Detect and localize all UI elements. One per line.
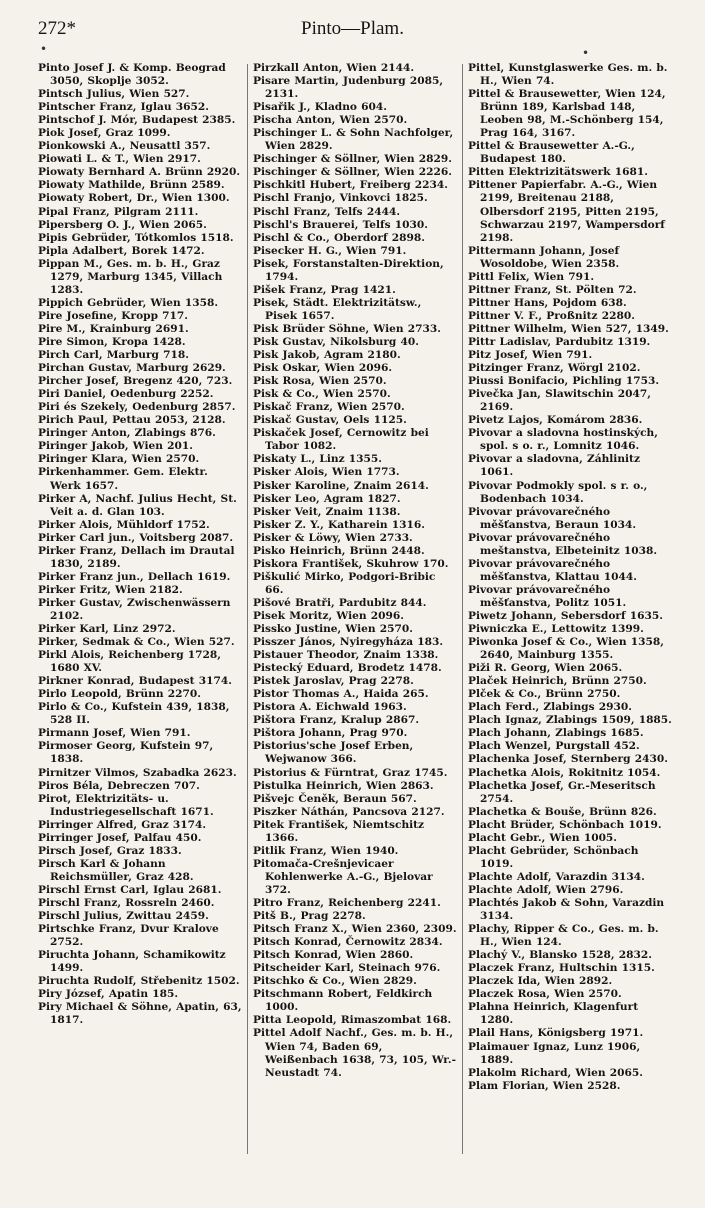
directory-entry: Pišvejc Čeněk, Beraun 567. <box>253 792 417 805</box>
directory-entry: Pipla Adalbert, Borek 1472. <box>38 244 205 257</box>
directory-entry: Pivovar a sladovna hostinských, spol. s o. r., Lomnitz 1046. <box>468 427 658 453</box>
directory-entry: Placht Gebrüder, Schönbach 1019. <box>468 844 639 870</box>
directory-entry: Pitschmann Robert, Feldkirch 1000. <box>253 988 433 1014</box>
directory-entry: Pistek Jaroslav, Prag 2278. <box>253 675 414 688</box>
directory-entry: Plaimauer Ignaz, Lunz 1906, 1889. <box>468 1040 641 1066</box>
directory-entry: Pittel, Kunstglaswerke Ges. m. b. H., Wien 74. <box>468 62 668 88</box>
directory-entry: Piok Josef, Graz 1099. <box>38 127 171 140</box>
directory-entry: Piowaty Bernhard A. Brünn 2920. <box>38 166 241 179</box>
directory-entry: Plach Wenzel, Purgstall 452. <box>468 740 640 753</box>
directory-entry: Pivovar právovarečného měšťanstva, Klattau 1044. <box>468 557 637 583</box>
directory-entry: Piskač Gustav, Oels 1125. <box>253 414 407 427</box>
directory-entry: Pinto Josef J. & Komp. Beograd 3050, Skoplje 3052. <box>38 62 226 88</box>
directory-entry: Pivetz Lajos, Komárom 2836. <box>468 414 643 427</box>
directory-entry: Pištora Johann, Prag 970. <box>253 727 408 740</box>
directory-entry: Pisko Heinrich, Brünn 2448. <box>253 544 425 557</box>
directory-entry: Pitschko & Co., Wien 2829. <box>253 975 417 988</box>
directory-entry: Pirsch Karl & Johann Reichsmüller, Graz 428. <box>38 857 194 883</box>
directory-entry: Plachetka Josef, Gr.-Meseritsch 2754. <box>468 779 656 805</box>
directory-entry: Pistorius & Fürntrat, Graz 1745. <box>253 766 448 779</box>
directory-entry: Pirker Gustav, Zwischenwässern 2102. <box>38 596 231 622</box>
directory-entry: Plachetka & Bouše, Brünn 826. <box>468 805 657 818</box>
directory-entry: Pirschl Ernst Carl, Iglau 2681. <box>38 883 222 896</box>
directory-entry: Pisszer János, Nyiregyháza 183. <box>253 636 444 649</box>
directory-entry: Piowaty Robert, Dr., Wien 1300. <box>38 192 230 205</box>
directory-entry: Plaček Heinrich, Brünn 2750. <box>468 675 647 688</box>
directory-entry: Plam Florian, Wien 2528. <box>468 1079 621 1092</box>
directory-entry: Plachtés Jakob & Sohn, Varazdin 3134. <box>468 897 665 923</box>
directory-entry: Pisare Martin, Judenburg 2085, 2131. <box>253 75 444 101</box>
directory-entry: Piwniczka E., Lettowitz 1399. <box>468 623 644 636</box>
directory-entry: Pirschl Julius, Zwittau 2459. <box>38 910 209 923</box>
directory-entry: Plach Johann, Zlabings 1685. <box>468 727 644 740</box>
directory-entry: Pittr Ladislav, Pardubitz 1319. <box>468 335 651 348</box>
directory-entry: Pirzkall Anton, Wien 2144. <box>253 62 415 74</box>
directory-entry: Pisker Leo, Agram 1827. <box>253 492 401 505</box>
directory-entry: Pischa Anton, Wien 2570. <box>253 114 408 127</box>
directory-entry: Placzek Ida, Wien 2892. <box>468 975 613 988</box>
directory-entry: Pirch Carl, Marburg 718. <box>38 349 189 362</box>
directory-column-2 <box>253 62 457 1192</box>
directory-entry: Piškulić Mirko, Podgori-Bribic 66. <box>253 570 436 596</box>
directory-entry: Pisk Brüder Söhne, Wien 2733. <box>253 322 441 335</box>
directory-entry: Pipis Gebrüder, Tótkomlos 1518. <box>38 231 234 244</box>
directory-entry: Pittner Wilhelm, Wien 527, 1349. <box>468 322 669 335</box>
directory-entry: Pirtschke Franz, Dvur Kralove 2752. <box>38 923 219 949</box>
directory-entry: Piwonka Josef & Co., Wien 1358, 2640, Mainburg 1355. <box>468 636 664 662</box>
directory-entry: Pipal Franz, Pilgram 2111. <box>38 205 199 218</box>
directory-entry: Piry Michael & Söhne, Apatin, 63, 1817. <box>38 1001 242 1027</box>
directory-entry: Pištora Franz, Kralup 2867. <box>253 714 420 727</box>
directory-entry: Piri Daniel, Oedenburg 2252. <box>38 388 214 401</box>
directory-entry: Pistulka Heinrich, Wien 2863. <box>253 779 434 792</box>
directory-entry: Piruchta Rudolf, Střebenitz 1502. <box>38 975 240 988</box>
directory-entry: Pire M., Krainburg 2691. <box>38 322 189 335</box>
directory-entry: Pittel & Brausewetter, Wien 124, Brünn 189, Karlsbad 148, Leoben 98, M.-Schönberg 154, Prag 164, 3167. <box>468 88 666 140</box>
directory-entry: Plachenka Josef, Sternberg 2430. <box>468 753 668 766</box>
directory-entry: Pintscher Franz, Iglau 3652. <box>38 101 209 114</box>
directory-entry: Pirsch Josef, Graz 1833. <box>38 844 182 857</box>
directory-column-3 <box>468 62 674 1192</box>
running-head: Pinto—Plam. <box>301 18 404 39</box>
directory-entry: Pirker A, Nachf. Julius Hecht, St. Veit a. d. Glan 103. <box>38 492 237 518</box>
column-divider <box>462 64 463 1154</box>
directory-entry: Piowaty Mathilde, Brünn 2589. <box>38 179 225 192</box>
directory-entry: Pisek, Forstanstalten-Direktion, 1794. <box>253 257 444 283</box>
directory-entry: Pirich Paul, Pettau 2053, 2128. <box>38 414 226 427</box>
directory-entry: Pirker Fritz, Wien 2182. <box>38 583 183 596</box>
directory-entry: Pišek Franz, Prag 1421. <box>253 283 396 296</box>
directory-entry: Pitta Leopold, Rimaszombat 168. <box>253 1014 452 1027</box>
directory-entry: Pirschl Franz, Rossreln 2460. <box>38 897 215 909</box>
directory-entry: Piry József, Apatin 185. <box>38 988 179 1001</box>
page-number: 272* <box>38 18 76 39</box>
directory-entry: Pivovar právovarečného měšťanstva, Politz 1051. <box>468 583 627 609</box>
directory-entry: Plach Ignaz, Zlabings 1509, 1885. <box>468 714 672 727</box>
directory-entry: Pisecker H. G., Wien 791. <box>253 244 407 257</box>
directory-entry: Pivovar a sladovna, Záhlinitz 1061. <box>468 453 640 479</box>
column-divider <box>247 64 248 1154</box>
directory-entry: Pisk Gustav, Nikolsburg 40. <box>253 335 419 348</box>
directory-entry: Piros Béla, Debreczen 707. <box>38 779 200 792</box>
directory-entry: Pitro Franz, Reichenberg 2241. <box>253 897 441 909</box>
directory-entry: Plachte Adolf, Wien 2796. <box>468 883 624 896</box>
directory-entry: Pischinger & Söllner, Wien 2829. <box>253 153 452 166</box>
directory-entry: Pistor Thomas A., Haida 265. <box>253 688 429 701</box>
print-mark: • <box>40 42 48 56</box>
directory-entry: Pisek Moritz, Wien 2096. <box>253 609 404 622</box>
directory-entry: Pire Josefine, Kropp 717. <box>38 309 188 322</box>
page-header <box>30 16 675 46</box>
directory-entry: Pisker Z. Y., Katharein 1316. <box>253 518 425 531</box>
directory-entry: Pischinger & Söllner, Wien 2226. <box>253 166 452 179</box>
directory-entry: Plachetka Alois, Rokitnitz 1054. <box>468 766 661 779</box>
directory-entry: Pischkitl Hubert, Freiberg 2234. <box>253 179 448 192</box>
directory-entry: Pirker Karl, Linz 2972. <box>38 623 176 636</box>
directory-entry: Pirlo Leopold, Brünn 2270. <box>38 688 201 701</box>
directory-entry: Pivečka Jan, Slawitschin 2047, 2169. <box>468 388 651 414</box>
directory-entry: Piskaty L., Linz 1355. <box>253 453 382 466</box>
directory-entry: Plach Ferd., Zlabings 2930. <box>468 701 632 714</box>
directory-entry: Piri és Szekely, Oedenburg 2857. <box>38 401 236 414</box>
directory-entry: Plček & Co., Brünn 2750. <box>468 688 621 701</box>
directory-entry: Piringer Anton, Zlabings 876. <box>38 427 216 440</box>
directory-entry: Pistauer Theodor, Znaim 1338. <box>253 649 439 662</box>
directory-entry: Pisk Jakob, Agram 2180. <box>253 349 401 362</box>
directory-entry: Pittel & Brausewetter A.-G., Budapest 180. <box>468 140 635 166</box>
directory-entry: Pischl's Brauerei, Telfs 1030. <box>253 218 428 231</box>
directory-entry: Pittener Papierfabr. A.-G., Wien 2199, Breitenau 2188, Olbersdorf 2195, Pitten 2195, Schwarzau 2197, Wampersdorf 2198. <box>468 179 665 244</box>
directory-entry: Piskaček Josef, Cernowitz bei Tabor 1082. <box>253 427 429 453</box>
directory-entry: Pirkl Alois, Reichenberg 1728, 1680 XV. <box>38 649 221 675</box>
directory-entry: Pirot, Elektrizitäts- u. Industriegesellschaft 1671. <box>38 792 214 818</box>
directory-entry: Pitz Josef, Wien 791. <box>468 349 593 362</box>
directory-entry: Placzek Rosa, Wien 2570. <box>468 988 622 1001</box>
directory-entry: Placzek Franz, Hultschin 1315. <box>468 962 655 975</box>
directory-entry: Pittner Hans, Pojdom 638. <box>468 296 627 309</box>
directory-entry: Pirringer Josef, Palfau 450. <box>38 831 202 844</box>
directory-entry: Pittel Adolf Nachf., Ges. m. b. H., Wien 74, Baden 69, Weißenbach 1638, 73, 105, Wr.-Neustadt 74. <box>253 1027 456 1079</box>
directory-entry: Pirmoser Georg, Kufstein 97, 1838. <box>38 740 214 766</box>
directory-entry: Plachý V., Blansko 1528, 2832. <box>468 949 652 962</box>
directory-entry: Piskač Franz, Wien 2570. <box>253 401 405 414</box>
directory-entry: Placht Gebr., Wien 1005. <box>468 831 617 844</box>
directory-entry: Pirker Carl jun., Voitsberg 2087. <box>38 531 234 544</box>
directory-entry: Pischl & Co., Oberdorf 2898. <box>253 231 425 244</box>
directory-entry: Pirnitzer Vilmos, Szabadka 2623. <box>38 766 237 779</box>
directory-entry: Pitlik Franz, Wien 1940. <box>253 844 399 857</box>
directory-entry: Pitscheider Karl, Steinach 976. <box>253 962 441 975</box>
directory-entry: Pisařik J., Kladno 604. <box>253 101 387 114</box>
directory-entry: Pivovar právovarečného meštanstva, Elbeteinitz 1038. <box>468 531 658 557</box>
directory-entry: Piruchta Johann, Schamikowitz 1499. <box>38 949 226 975</box>
directory-entry: Pisk Rosa, Wien 2570. <box>253 375 387 388</box>
directory-entry: Pirchan Gustav, Marburg 2629. <box>38 362 226 375</box>
directory-entry: Piskora František, Skuhrow 170. <box>253 557 449 570</box>
directory-entry: Pitsch Konrad, Černowitz 2834. <box>253 936 443 949</box>
directory-entry: Pisek, Städt. Elektrizitätsw., Pisek 1657. <box>253 296 422 322</box>
directory-entry: Pischl Franz, Telfs 2444. <box>253 205 401 218</box>
directory-entry: Plahna Heinrich, Klagenfurt 1280. <box>468 1001 639 1027</box>
directory-entry: Placht Brüder, Schönbach 1019. <box>468 818 662 831</box>
directory-entry: Pistecký Eduard, Brodetz 1478. <box>253 662 442 675</box>
directory-entry: Pisk & Co., Wien 2570. <box>253 388 391 401</box>
directory-column-1 <box>38 62 242 1192</box>
directory-entry: Pirkenhammer. Gem. Elektr. Werk 1657. <box>38 466 208 492</box>
directory-entry: Plachy, Ripper & Co., Ges. m. b. H., Wien 124. <box>468 923 659 949</box>
directory-entry: Pisker Karoline, Znaim 2614. <box>253 479 429 492</box>
directory-entry: Pittl Felix, Wien 791. <box>468 270 595 283</box>
directory-entry: Pircher Josef, Bregenz 420, 723. <box>38 375 233 388</box>
directory-entry: Pišové Bratři, Pardubitz 844. <box>253 596 427 609</box>
directory-entry: Pischinger L. & Sohn Nachfolger, Wien 2829. <box>253 127 454 153</box>
directory-entry: Pitsch Franz X., Wien 2360, 2309. <box>253 923 457 936</box>
directory-entry: Pisker Alois, Wien 1773. <box>253 466 400 479</box>
directory-entry: Piowati L. & T., Wien 2917. <box>38 153 201 166</box>
directory-entry: Pitš B., Prag 2278. <box>253 910 366 923</box>
directory-entry: Plakolm Richard, Wien 2065. <box>468 1066 643 1079</box>
directory-entry: Plachte Adolf, Varazdin 3134. <box>468 870 645 883</box>
directory-entry: Pitek František, Niemtschitz 1366. <box>253 818 425 844</box>
directory-entry: Pintschof J. Mór, Budapest 2385. <box>38 114 236 127</box>
directory-entry: Pischl Franjo, Vinkovci 1825. <box>253 192 428 205</box>
directory-entry: Pistora A. Eichwald 1963. <box>253 701 407 714</box>
directory-entry: Pitzinger Franz, Wörgl 2102. <box>468 362 641 375</box>
directory-entry: Pipersberg O. J., Wien 2065. <box>38 218 207 231</box>
directory-entry: Pivovar Podmokly spol. s r. o., Bodenbach 1034. <box>468 479 648 505</box>
directory-entry: Pistorius'sche Josef Erben, Wejwanow 366. <box>253 740 414 766</box>
directory-entry: Pippan M., Ges. m. b. H., Graz 1279, Marburg 1345, Villach 1283. <box>38 257 223 296</box>
directory-entry: Pirkner Konrad, Budapest 3174. <box>38 675 232 688</box>
directory-entry: Pisker & Löwy, Wien 2733. <box>253 531 413 544</box>
directory-entry: Pittner Franz, St. Pölten 72. <box>468 283 637 296</box>
directory-entry: Pittner V. F., Proßnitz 2280. <box>468 309 635 322</box>
directory-entry: Piringer Jakob, Wien 201. <box>38 440 193 453</box>
directory-entry: Pitten Elektrizitätswerk 1681. <box>468 166 648 179</box>
directory-entry: Pippich Gebrüder, Wien 1358. <box>38 296 219 309</box>
print-mark: • <box>582 46 590 60</box>
directory-entry: Pissko Justine, Wien 2570. <box>253 623 413 636</box>
directory-entry: Pitomača-Crešnjevicaer Kohlenwerke A.-G., Bjelovar 372. <box>253 857 433 896</box>
directory-entry: Pirker Franz jun., Dellach 1619. <box>38 570 231 583</box>
directory-entry: Plail Hans, Königsberg 1971. <box>468 1027 644 1040</box>
directory-entry: Piringer Klara, Wien 2570. <box>38 453 200 466</box>
directory-entry: Pirringer Alfred, Graz 3174. <box>38 818 207 831</box>
directory-entry: Pirlo & Co., Kufstein 439, 1838, 528 II. <box>38 701 230 727</box>
directory-entry: Pionkowski A., Neusattl 357. <box>38 140 211 153</box>
directory-entry: Pitsch Konrad, Wien 2860. <box>253 949 414 962</box>
directory-entry: Pintsch Julius, Wien 527. <box>38 88 190 101</box>
directory-entry: Pire Simon, Kropa 1428. <box>38 335 186 348</box>
directory-entry: Pittermann Johann, Josef Wosoldobe, Wien 2358. <box>468 244 620 270</box>
directory-entry: Pisker Veit, Znaim 1138. <box>253 505 401 518</box>
directory-entry: Pirmann Josef, Wien 791. <box>38 727 191 740</box>
directory-entry: Pirker Franz, Dellach im Drautal 1830, 2189. <box>38 544 235 570</box>
directory-entry: Piussi Bonifacio, Pichling 1753. <box>468 375 660 388</box>
directory-entry: Pisk Oskar, Wien 2096. <box>253 362 393 375</box>
directory-entry: Pirker, Sedmak & Co., Wien 527. <box>38 636 235 649</box>
directory-entry: Piži R. Georg, Wien 2065. <box>468 662 623 675</box>
directory-entry: Piwetz Johann, Sebersdorf 1635. <box>468 609 663 622</box>
directory-entry: Piszker Náthán, Pancsova 2127. <box>253 805 445 818</box>
directory-entry: Pivovar právovarečného měšťanstva, Beraun 1034. <box>468 505 637 531</box>
directory-entry: Pirker Alois, Mühldorf 1752. <box>38 518 210 531</box>
